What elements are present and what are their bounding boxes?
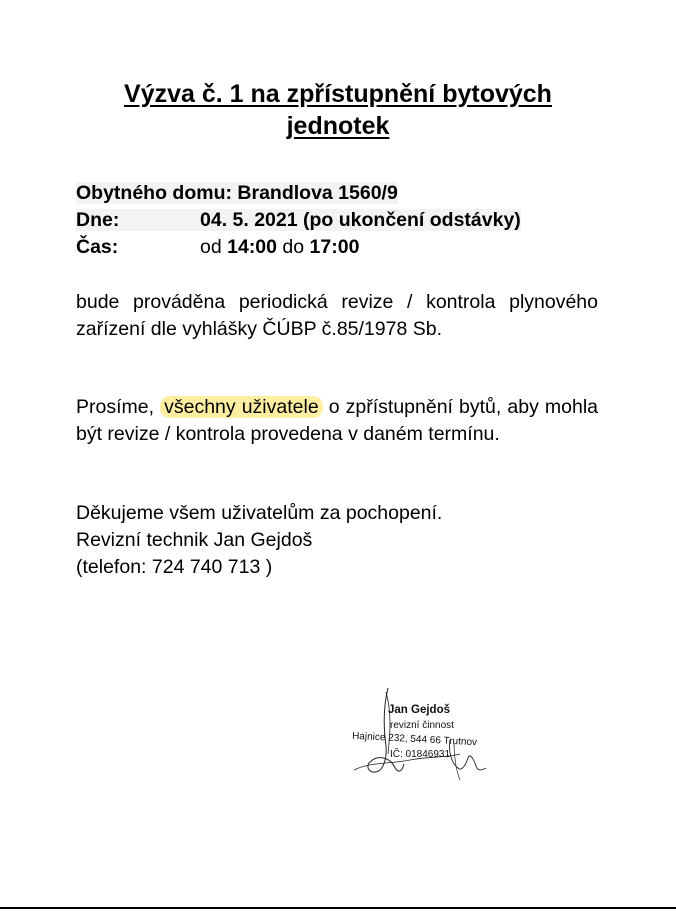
phone-line: (telefon: 724 740 713 ) bbox=[76, 556, 273, 578]
request-before: Prosíme, bbox=[76, 396, 155, 418]
stamp-activity: revizní činnost bbox=[390, 720, 454, 731]
highlighted-users: všechny uživatele bbox=[160, 396, 323, 418]
date-label: Dne: bbox=[76, 209, 120, 231]
building-text: Obytného domu: Brandlova 1560/9 bbox=[76, 182, 398, 204]
date-value: 04. 5. 2021 (po ukončení odstávky) bbox=[200, 209, 521, 231]
time-to-word: do bbox=[282, 236, 305, 258]
thanks-line: Děkujeme všem uživatelům za pochopení. bbox=[76, 502, 443, 524]
info-block bbox=[76, 180, 598, 261]
stamp-ic: IČ: 01846931 bbox=[390, 749, 451, 760]
paragraph-request bbox=[76, 394, 598, 448]
time-label: Čas: bbox=[76, 236, 119, 258]
time-to: 17:00 bbox=[309, 236, 360, 258]
signature-name: Revizní technik Jan Gejdoš bbox=[76, 529, 313, 551]
title-line-1: Výzva č. 1 na zpřístupnění bytových bbox=[124, 80, 552, 108]
stamp-text bbox=[350, 684, 520, 794]
title-line-2: jednotek bbox=[286, 112, 390, 140]
stamp-name: Jan Gejdoš bbox=[388, 704, 450, 716]
time-row bbox=[76, 234, 598, 261]
signature-stamp bbox=[350, 684, 520, 794]
paragraph-inspection: bude prováděna periodická revize / kontrola plynového zařízení dle vyhlášky ČÚBP č.85/1978 Sb. bbox=[76, 291, 598, 340]
stamp-address: Hajnice 232, 544 66 Trutnov bbox=[351, 730, 478, 749]
time-from-word: od bbox=[200, 236, 222, 258]
time-from: 14:00 bbox=[227, 236, 277, 258]
building-row bbox=[76, 180, 598, 207]
page-bottom-border bbox=[0, 907, 676, 909]
closing-block bbox=[76, 500, 598, 581]
document-title bbox=[80, 78, 596, 142]
date-row bbox=[76, 207, 598, 234]
request-after: o zpřístupnění bytů, aby mohla být revize / kontrola provedena v daném termínu. bbox=[76, 396, 598, 445]
